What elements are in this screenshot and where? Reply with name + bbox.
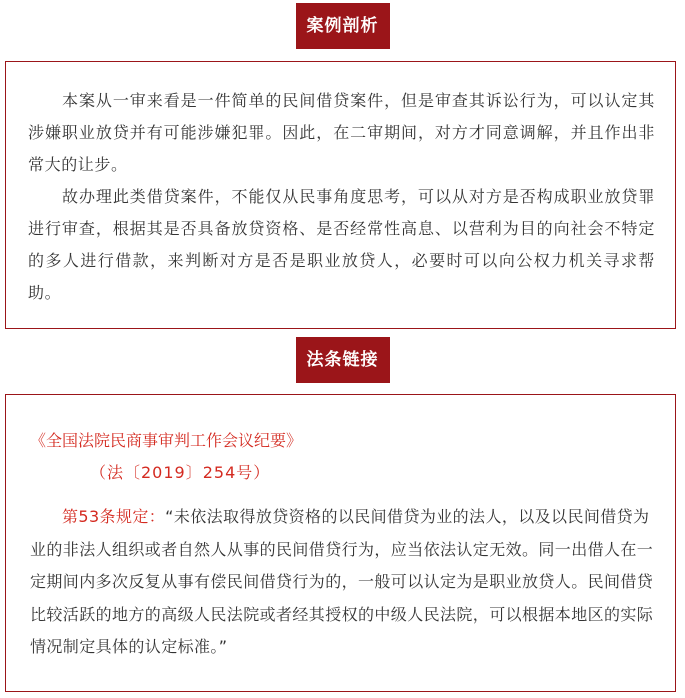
article-53: [30, 501, 655, 664]
article-text: “未依法取得放贷资格的以民间借贷为业的法人，以及以民间借贷为业的非法人组织或者自然人从事的民间借贷行为，应当依法认定无效。同一出借人在一定期间内多次反复从事有偿民间借贷行为的，一般可以认定为是职业放贷人。民间借贷比较活跃的地方的高级人民法院或者经其授权的中级人民法院，可以根据本地区的实际情况制定具体的认定标准。”: [30, 507, 654, 656]
case-analysis-box: [5, 61, 676, 329]
case-analysis-paragraph-1: 本案从一审来看是一件简单的民间借贷案件，但是审查其诉讼行为，可以认定其涉嫌职业放贷并有可能涉嫌犯罪。因此，在二审期间，对方才同意调解，并且作出非常大的让步。: [28, 91, 655, 174]
section-tag-law-links: 法条链接: [296, 337, 390, 383]
law-document-number: （法〔2019〕254号）: [90, 463, 271, 482]
article-label: 第53条规定：: [62, 507, 166, 526]
case-analysis-paragraph-2: 故办理此类借贷案件，不能仅从民事角度思考，可以从对方是否构成职业放贷罪进行审查，根据其是否具备放贷资格、是否经常性高息、以营利为目的向社会不特定的多人进行借款，来判断对方是否是职业放贷人，必要时可以向公权力机关寻求帮助。: [28, 187, 655, 302]
law-links-box: [5, 394, 676, 692]
section-tag-case-analysis: 案例剖析: [296, 3, 390, 49]
law-title: 《全国法院民商事审判工作会议纪要》: [30, 431, 303, 450]
